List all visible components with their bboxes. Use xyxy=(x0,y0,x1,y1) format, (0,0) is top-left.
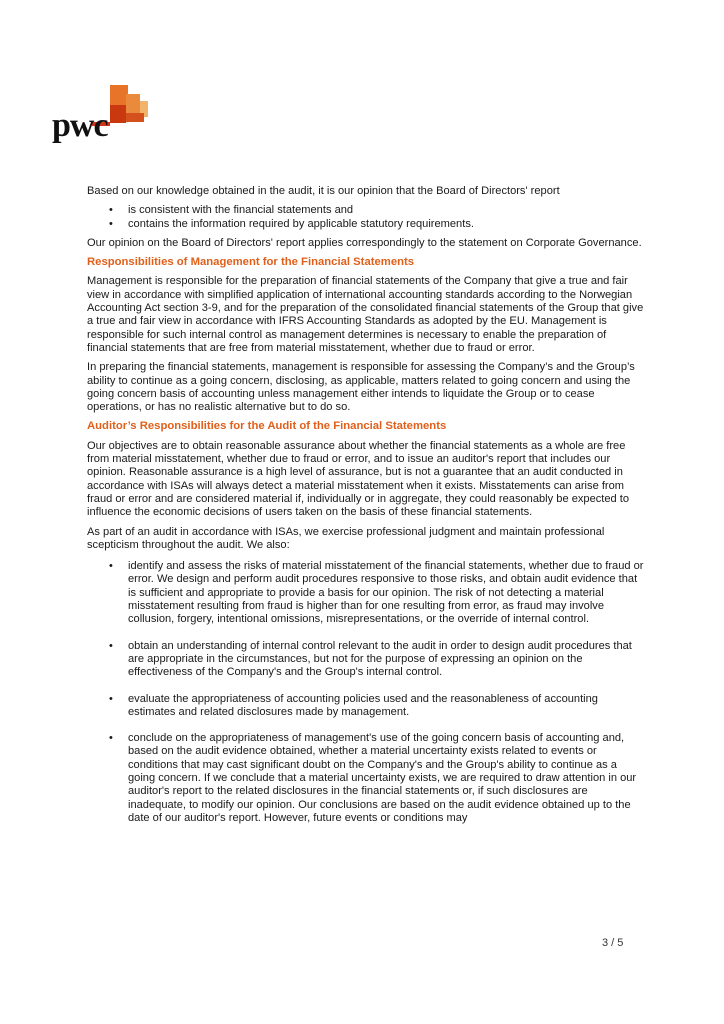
list-item: • obtain an understanding of internal control relevant to the audit in order to design audit procedures that are appropriate in the circumstances, but not for the purpose of expressing an opinion on the effectiveness of the Company's and the Group's internal control. xyxy=(109,639,632,679)
list-item: • identify and assess the risks of material misstatement of the financial statements, whether due to fraud or error. We design and perform audit procedures responsive to those risks, and obtain audit evidence that is sufficient and appropriate to provide a basis for our opinion. The risk of not detecting a material misstatement resulting from fraud is higher than for one resulting from error, as fraud may involve collusion, forgery, intentional omissions, misrepresentations, or the override of internal control. xyxy=(109,560,644,626)
auditor-paragraph-2: As part of an audit in accordance with ISAs, we exercise professional judgment and maintain professional scepticism throughout the audit. We also: xyxy=(87,525,605,551)
bullet-icon: • xyxy=(109,639,113,652)
logo-block-red-low xyxy=(126,113,144,122)
auditor-bullet-list xyxy=(87,560,647,825)
list-item: • conclude on the appropriateness of management's use of the going concern basis of accounting and, based on the audit evidence obtained, whether a material uncertainty exists related to events or conditions that may cast significant doubt on the Company's and the Group's ability to continue as a going concern. If we conclude that a material uncertainty exists, we are required to draw attention in our auditor's report to the related disclosures in the financial statements or, if such disclosures are inadequate, to modify our opinion. Our conclusions are based on the audit evidence obtained up to the date of our auditor's report. However, future events or conditions may xyxy=(109,732,637,824)
logo-wordmark: pwc xyxy=(52,107,108,144)
document-body xyxy=(87,185,647,838)
auditor-paragraph-1: Our objectives are to obtain reasonable assurance about whether the financial statements as a whole are free from material misstatement, whether due to fraud or error, and to issue an auditor's report that includes our opinion. Reasonable assurance is a high level of assurance, but is not a guarantee that an audit conducted in accordance with ISAs will always detect a material misstatement when it exists. Misstatements can arise from fraud or error and are considered material if, individually or in aggregate, they could reasonably be expected to influence the economic decisions of users taken on the basis of these financial statements. xyxy=(87,439,630,519)
intro-lead: Based on our knowledge obtained in the audit, it is our opinion that the Board of Directors' report xyxy=(87,185,560,197)
list-item: • contains the information required by applicable statutory requirements. xyxy=(109,217,474,230)
bullet-icon: • xyxy=(109,204,113,217)
page-number: 3 / 5 xyxy=(602,937,624,949)
management-paragraph-1: Management is responsible for the preparation of financial statements of the Company that give a true and fair view in accordance with simplified application of international accounting standards according to the Norwegian Accounting Act section 3-9, and for the preparation of the consolidated financial statements of the Group that give a true and fair view in accordance with IFRS Accounting Standards as adopted by the EU. Management is responsible for such internal control as management determines is necessary to enable the preparation of financial statements that are free from material misstatement, whether due to fraud or error. xyxy=(87,275,644,354)
intro-closing: Our opinion on the Board of Directors' report applies correspondingly to the statement on Corporate Governance. xyxy=(87,236,642,249)
bullet-icon: • xyxy=(109,732,113,745)
list-item: • is consistent with the financial statements and xyxy=(109,204,354,217)
bullet-icon: • xyxy=(109,217,113,230)
bullet-icon: • xyxy=(109,560,113,573)
heading-auditor-responsibilities: Auditor’s Responsibilities for the Audit of the Financial Statements xyxy=(87,420,447,433)
intro-bullet-list xyxy=(87,204,647,231)
bullet-icon: • xyxy=(109,692,113,705)
heading-management-responsibilities: Responsibilities of Management for the Financial Statements xyxy=(87,256,415,269)
list-item: • evaluate the appropriateness of accounting policies used and the reasonableness of accounting estimates and related disclosures made by management. xyxy=(109,692,598,718)
pwc-logo xyxy=(52,75,162,155)
logo-block-dark-orange xyxy=(110,105,126,123)
management-paragraph-2: In preparing the financial statements, management is responsible for assessing the Company’s and the Group’s ability to continue as a going concern, disclosing, as applicable, matters related to going concern and using the going concern basis of accounting unless management either intends to liquidate the Group or to cease operations, or has no realistic alternative but to do so. xyxy=(87,361,635,414)
